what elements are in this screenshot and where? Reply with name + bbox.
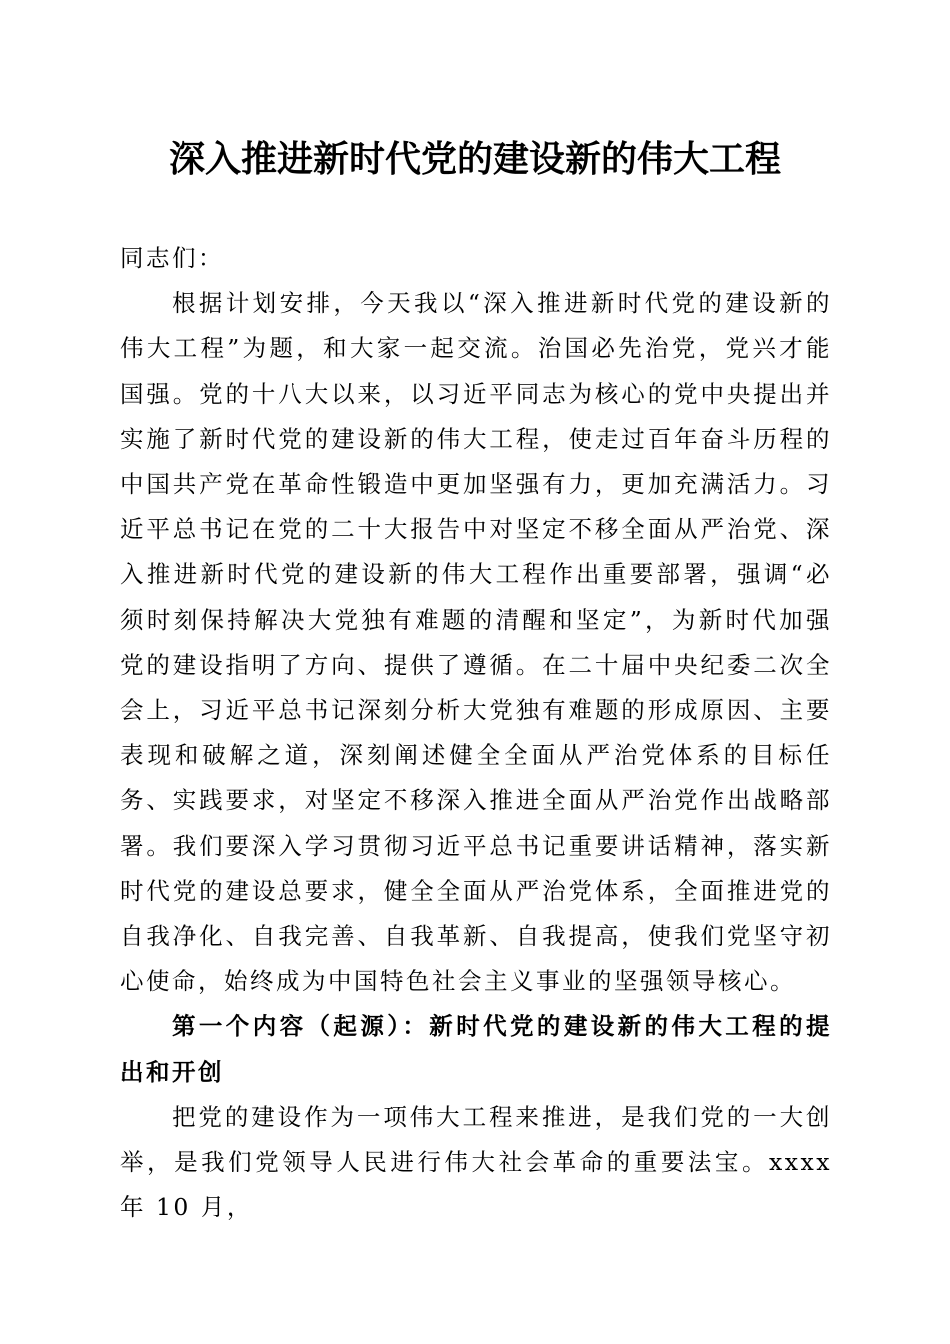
salutation: 同志们： <box>120 244 224 272</box>
section-paragraph: 把党的建设作为一项伟大工程来推进，是我们党的一大创举，是我们党领导人民进行伟大社会革命的重要法宝。xxxx 年 10 月， <box>120 1102 832 1222</box>
body-paragraph: 根据计划安排，今天我以“深入推进新时代党的建设新的伟大工程”为题，和大家一起交流。治国必先治党，党兴才能国强。党的十八大以来，以习近平同志为核心的党中央提出并实施了新时代党的建设新的伟大工程，使走过百年奋斗历程的中国共产党在革命性锻造中更加坚强有力，更加充满活力。习近平总书记在党的二十大报告中对坚定不移全面从严治党、深入推进新时代党的建设新的伟大工程作出重要部署，强调“必须时刻保持解决大党独有难题的清醒和坚定”，为新时代加强党的建设指明了方向、提供了遵循。在二十届中央纪委二次全会上，习近平总书记深刻分析大党独有难题的形成原因、主要表现和破解之道，深刻阐述健全全面从严治党体系的目标任务、实践要求，对坚定不移深入推进全面从严治党作出战略部署。我们要深入学习贯彻习近平总书记重要讲话精神，落实新时代党的建设总要求，健全全面从严治党体系，全面推进党的自我净化、自我完善、自我革新、自我提高，使我们党坚守初心使命，始终成为中国特色社会主义事业的坚强领导核心。 <box>120 289 832 996</box>
document-title: 深入推进新时代党的建设新的伟大工程 <box>168 138 781 180</box>
section-heading: 第一个内容（起源）：新时代党的建设新的伟大工程的提出和开创 <box>120 1012 832 1086</box>
document-body <box>120 236 832 1230</box>
